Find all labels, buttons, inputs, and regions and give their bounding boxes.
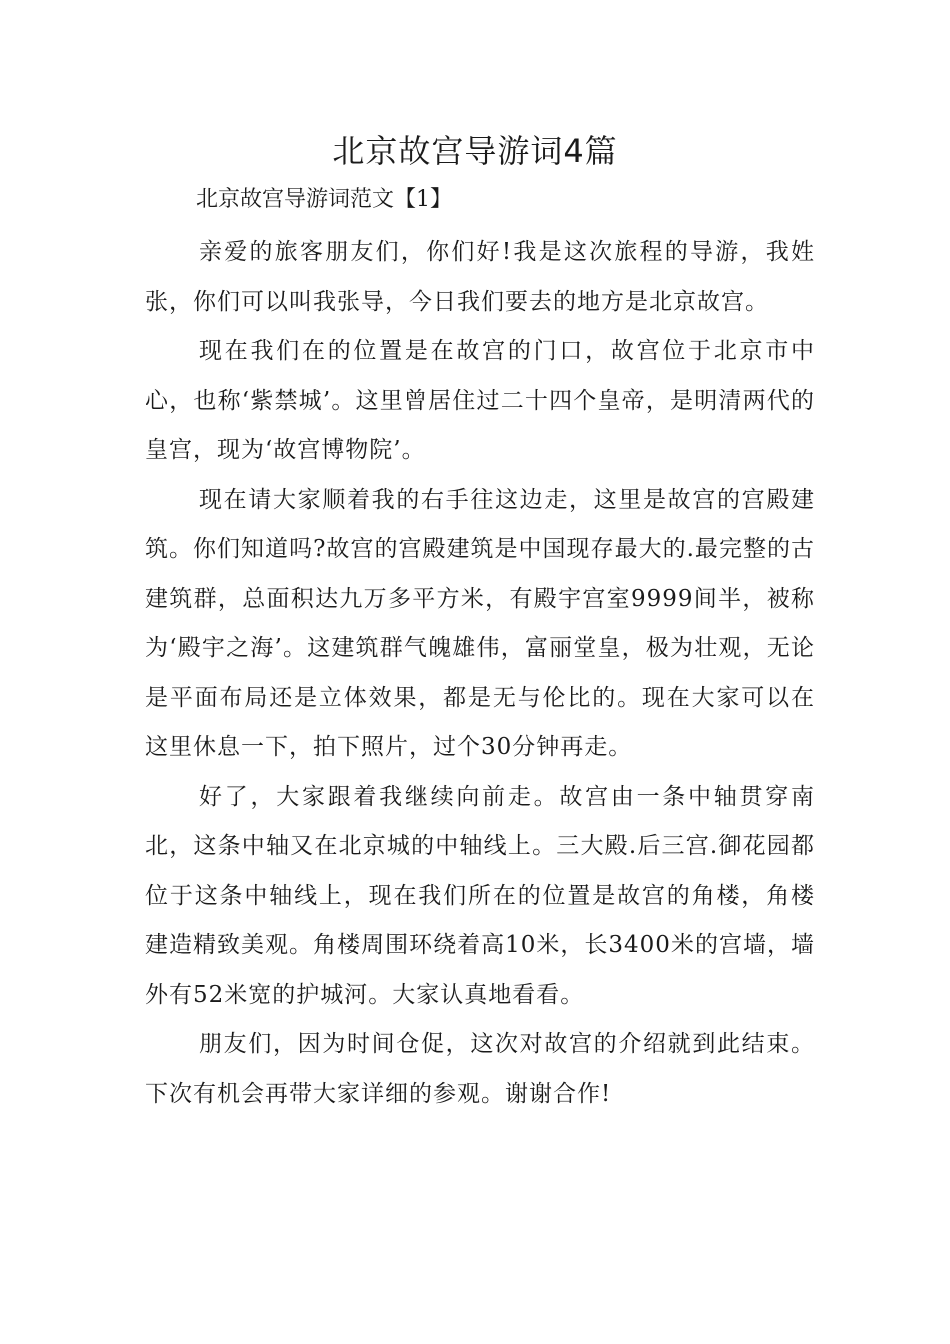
paragraph-4: 好了，大家跟着我继续向前走。故宫由一条中轴贯穿南北，这条中轴又在北京城的中轴线上。三大殿.后三宫.御花园都位于这条中轴线上，现在我们所在的位置是故宫的角楼，角楼建造精致美观。角楼周围环绕着高10米，长3400米的宫墙，墙外有52米宽的护城河。大家认真地看看。 bbox=[145, 783, 815, 1008]
section-heading: 北京故宫导游词范文【1】 bbox=[196, 187, 452, 212]
paragraph-5: 朋友们，因为时间仓促，这次对故宫的介绍就到此结束。下次有机会再带大家详细的参观。谢谢合作! bbox=[145, 1031, 815, 1107]
paragraph-3: 现在请大家顺着我的右手往这边走，这里是故宫的宫殿建筑。你们知道吗?故宫的宫殿建筑是中国现存最大的.最完整的古建筑群，总面积达九万多平方米，有殿宇宫室9999间半，被称为‘殿宇之海’。这建筑群气魄雄伟，富丽堂皇，极为壮观，无论是平面布局还是立体效果，都是无与伦比的。现在大家可以在这里休息一下，拍下照片，过个30分钟再走。 bbox=[145, 486, 815, 760]
document-title: 北京故宫导游词4篇 bbox=[332, 132, 618, 170]
paragraph-2: 现在我们在的位置是在故宫的门口，故宫位于北京市中心，也称‘紫禁城’。这里曾居住过二十四个皇帝，是明清两代的皇宫，现为‘故宫博物院’。 bbox=[145, 338, 815, 463]
document-body bbox=[145, 228, 815, 1119]
paragraph-1: 亲爱的旅客朋友们，你们好!我是这次旅程的导游，我姓张，你们可以叫我张导，今日我们要去的地方是北京故宫。 bbox=[145, 239, 815, 315]
